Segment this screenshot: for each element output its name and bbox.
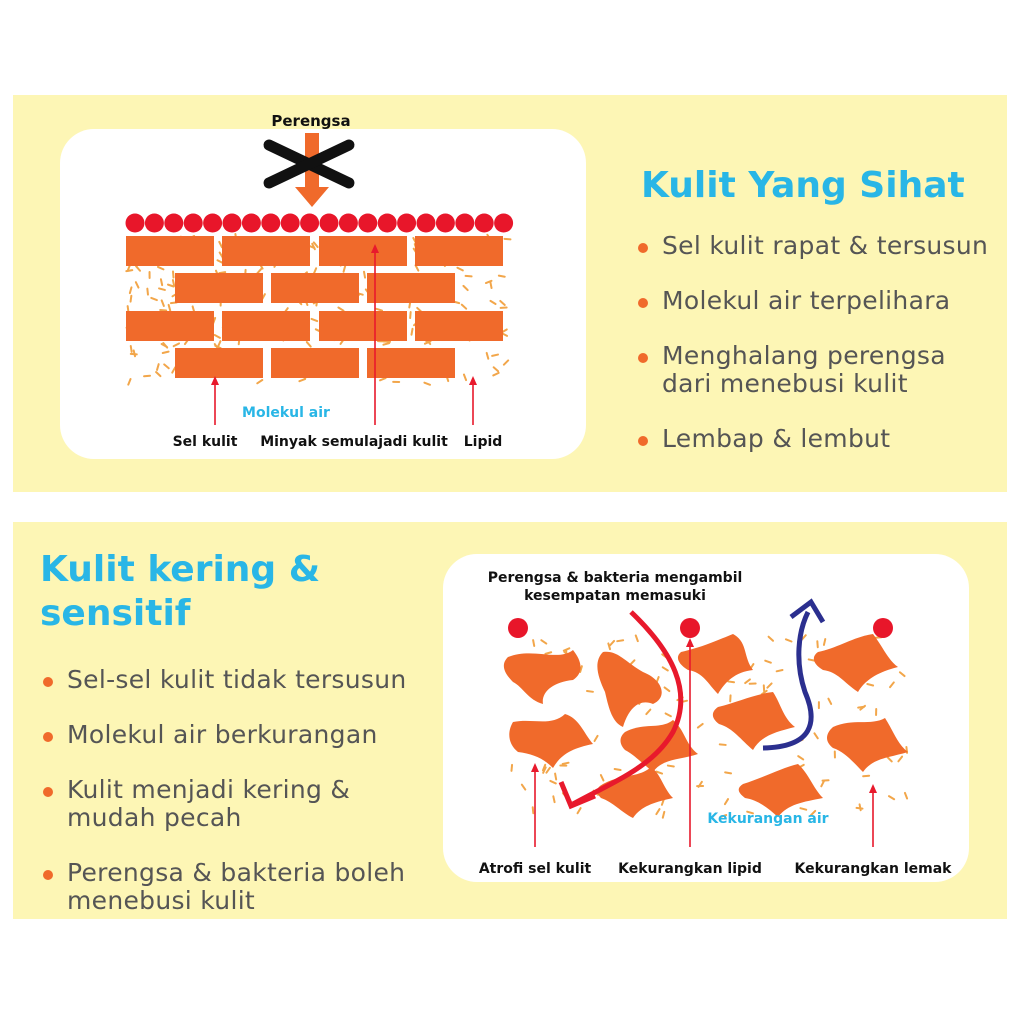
skin-cell <box>222 311 310 341</box>
lipid-particle <box>130 287 132 293</box>
lipid-particle <box>169 305 171 311</box>
lipid-particle <box>463 286 467 290</box>
lipid-particle <box>158 267 163 269</box>
lipid-particle <box>257 380 262 383</box>
lipid-particle <box>424 383 430 385</box>
lipid-particle <box>500 301 504 305</box>
lipid-particle <box>800 808 806 810</box>
lipid-particle <box>344 266 346 272</box>
natural-oil-label: Minyak semulajadi kulit <box>260 434 448 450</box>
lipid-particle <box>665 687 670 691</box>
lipid-particle <box>601 775 604 780</box>
natural-oil-dots <box>126 214 514 233</box>
lipid-particle <box>666 713 671 716</box>
irritant-label: Perengsa <box>271 112 351 130</box>
lipid-particle <box>314 268 316 274</box>
bullet-icon <box>638 298 648 308</box>
lipid-particle <box>564 648 570 650</box>
lipid-particle <box>541 640 546 643</box>
lipid-particle <box>587 691 593 692</box>
lipid-particle <box>416 265 419 270</box>
lipid-particle <box>312 319 318 321</box>
skin-cell-label: Sel kulit <box>172 434 238 450</box>
list-item: Molekul air berkurangan <box>43 721 407 749</box>
lipid-particle <box>162 300 164 306</box>
skin-cell <box>271 348 359 378</box>
reduced-lipid-label: Kekurangkan lipid <box>618 861 762 877</box>
lipid-particle <box>858 707 864 708</box>
lipid-particle <box>380 378 386 380</box>
lipid-particle <box>777 670 783 671</box>
lipid-particle <box>809 659 815 660</box>
list-item: Menghalang perengsa dari menebusi kulit <box>638 342 988 398</box>
lipid-particle <box>159 288 165 290</box>
bullet-icon <box>638 436 648 446</box>
oil-dot <box>184 214 203 233</box>
lipid-particle <box>889 796 894 799</box>
oil-dot <box>145 214 164 233</box>
bullet-icon <box>638 353 648 363</box>
lipid-particle <box>511 765 512 771</box>
list-item: Perengsa & bakteria boleh menebusi kulit <box>43 859 407 915</box>
bacteria-dots <box>508 618 893 638</box>
lipid-particle <box>663 667 668 670</box>
list-item: Sel-sel kulit tidak tersusun <box>43 666 407 694</box>
skin-cell <box>222 236 310 266</box>
lipid-particle <box>163 352 169 353</box>
lipid-particle <box>215 335 220 338</box>
dry-skin-diagram <box>13 522 1007 919</box>
oil-dot <box>223 214 242 233</box>
healthy-skin-panel <box>13 95 1007 492</box>
blocked-irritant-arrow-icon <box>269 133 349 207</box>
lipid-particle <box>867 684 873 686</box>
lipid-particle <box>128 379 130 385</box>
lipid-label: Lipid <box>463 434 503 450</box>
healthy-skin-title: Kulit Yang Sihat <box>641 165 965 206</box>
lipid-particle <box>490 301 495 304</box>
oil-dot <box>203 214 222 233</box>
lipid-particle <box>157 364 159 370</box>
lipid-particle <box>786 639 792 641</box>
lipid-particle <box>383 343 389 345</box>
lipid-particle <box>798 756 803 759</box>
lipid-particle <box>493 373 498 376</box>
lipid-particle <box>457 268 462 271</box>
lipid-particle <box>307 342 311 347</box>
lipid-particle <box>376 309 382 311</box>
lipid-particle <box>905 793 907 799</box>
lipid-particle <box>499 276 505 277</box>
lipid-particle <box>636 635 638 641</box>
lipid-particle <box>725 772 731 773</box>
oil-dot <box>281 214 300 233</box>
lipid-particle <box>545 652 551 654</box>
lipid-particle <box>656 809 659 814</box>
list-item: Sel kulit rapat & tersusun <box>638 232 988 260</box>
lipid-particle <box>136 282 139 287</box>
lipid-particle <box>553 796 554 802</box>
lipid-particle <box>364 272 365 278</box>
lipid-particle <box>410 312 411 318</box>
irritant-bacteria-label: Perengsa & bakteria mengambil <box>487 570 743 586</box>
lipid-particle <box>887 757 891 761</box>
lipid-particle <box>765 661 771 663</box>
dry-skin-title: Kulit kering & sensitif <box>40 549 321 634</box>
lipid-particle <box>160 310 166 311</box>
skin-cell <box>175 273 263 303</box>
lipid-particle <box>824 639 825 645</box>
lipid-particle <box>151 298 157 300</box>
lipid-particle <box>615 769 621 770</box>
lipid-particle <box>668 766 674 767</box>
lipid-particle <box>546 768 549 773</box>
oil-dot <box>320 214 339 233</box>
lipid-particle <box>168 285 174 287</box>
lipid-particle <box>767 683 771 687</box>
oil-dot <box>300 214 319 233</box>
lipid-particle <box>698 724 703 728</box>
skin-cell <box>126 311 214 341</box>
lipid-particle <box>617 640 623 641</box>
lipid-particle <box>728 681 734 682</box>
lipid-particle <box>555 774 556 780</box>
dry-skin-panel <box>13 522 1007 919</box>
skin-cell <box>319 236 407 266</box>
oil-dot <box>378 214 397 233</box>
bullet-icon <box>638 243 648 253</box>
list-item: Molekul air terpelihara <box>638 287 988 315</box>
lipid-particle <box>663 812 664 818</box>
lipid-particle <box>338 308 343 311</box>
lipid-particle <box>857 808 863 809</box>
oil-dot <box>358 214 377 233</box>
lipid-particle <box>550 781 555 783</box>
lipid-particle <box>464 375 466 381</box>
lipid-particle <box>126 270 132 271</box>
skin-cell <box>415 311 503 341</box>
water-loss-label: Kekurangan air <box>707 811 829 827</box>
skin-cell <box>271 273 359 303</box>
lipid-particle <box>578 808 581 813</box>
reduced-fat-label: Kekurangkan lemak <box>794 861 952 877</box>
cell-atrophy-label: Atrofi sel kulit <box>478 861 592 877</box>
lipid-particle <box>595 736 598 741</box>
lipid-particle <box>131 346 132 352</box>
lipid-particle <box>900 672 905 676</box>
lipid-particle <box>411 329 412 335</box>
lipid-particle <box>720 744 726 745</box>
lipid-particle <box>219 242 222 247</box>
oil-dot <box>494 214 513 233</box>
skin-cell <box>367 348 455 378</box>
oil-dot <box>339 214 358 233</box>
lipid-particle <box>494 367 499 371</box>
list-item: Kulit menjadi kering & mudah pecah <box>43 776 407 832</box>
water-molecule-label: Molekul air <box>242 405 330 421</box>
lipid-particle <box>725 799 728 804</box>
lipid-particle <box>745 679 750 683</box>
lipid-particle <box>646 710 650 714</box>
lipid-particle <box>656 772 662 774</box>
lipid-particle <box>462 305 466 309</box>
skin-cell <box>319 311 407 341</box>
lipid-particle <box>610 641 614 645</box>
lipid-particle <box>147 289 148 295</box>
lipid-particle <box>174 343 179 346</box>
lipid-particle <box>563 763 569 764</box>
lipid-particle <box>504 360 508 364</box>
lipid-particle <box>173 280 174 286</box>
lipid-particle <box>814 733 817 738</box>
skin-cell <box>126 236 214 266</box>
lipid-particle <box>257 269 261 273</box>
lipid-particle <box>164 364 169 368</box>
lipid-particle <box>630 660 634 664</box>
irritant-bacteria-label-line2: kesempatan memasuki <box>524 588 706 604</box>
oil-dot <box>436 214 455 233</box>
oil-dot <box>126 214 145 233</box>
lipid-particle <box>890 682 894 687</box>
lipid-particle <box>828 699 831 704</box>
lipid-particle <box>533 640 534 646</box>
skin-cell <box>175 348 263 378</box>
oil-dot <box>261 214 280 233</box>
lipid-particle <box>172 367 175 372</box>
oil-dot <box>475 214 494 233</box>
lipid-particle <box>218 341 220 346</box>
lipid-particle <box>487 353 489 359</box>
lipid-particle <box>821 781 824 786</box>
lipid-particle <box>156 372 160 376</box>
lipid-particle <box>144 376 150 377</box>
list-item: Lembap & lembut <box>638 425 988 453</box>
oil-dot <box>417 214 436 233</box>
oil-dot <box>455 214 474 233</box>
healthy-skin-bullets <box>638 232 988 453</box>
skin-cell <box>415 236 503 266</box>
skin-cell <box>367 273 455 303</box>
oil-dot <box>397 214 416 233</box>
oil-dot <box>242 214 261 233</box>
oil-dot <box>164 214 183 233</box>
lipid-particle <box>492 355 498 356</box>
lipid-particle <box>219 272 225 273</box>
lipid-particle <box>769 637 773 641</box>
skin-cell-bricks <box>126 236 503 378</box>
lipid-particle <box>522 785 525 790</box>
lipid-particle <box>131 296 132 302</box>
lipid-particle <box>490 282 491 288</box>
lipid-particle <box>533 807 534 813</box>
lipid-particle <box>161 279 162 285</box>
lipid-particle <box>136 266 140 271</box>
lipid-particle <box>898 757 902 762</box>
